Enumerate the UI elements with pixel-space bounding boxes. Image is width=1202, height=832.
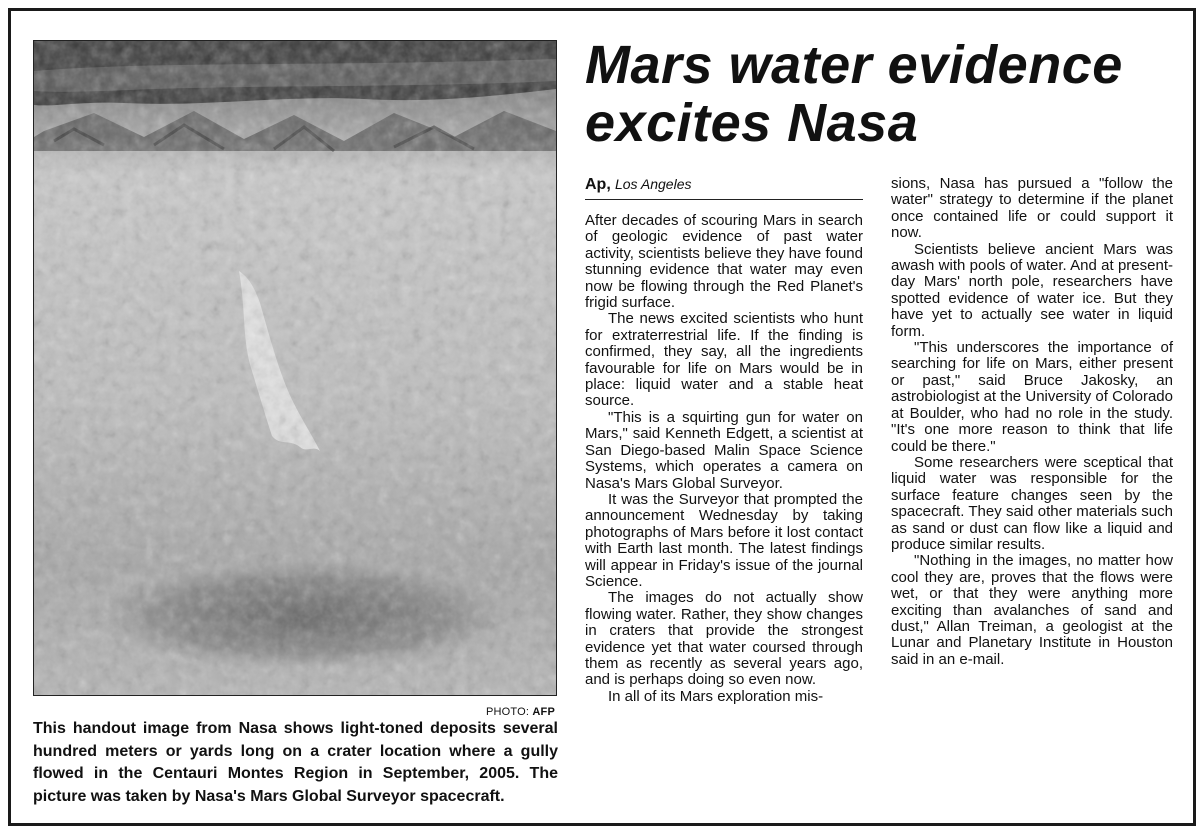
photo-caption: This handout image from Nasa shows light-toned deposits several hundred meters or yards long on a crater location where a gully flowed in the Centauri Montes Region in September, 2005. The picture was taken by Nasa's Mars Global Surveyor spacecraft. bbox=[33, 720, 558, 805]
paragraph: "Nothing in the images, no matter how cool they are, proves that the flows were wet, or that they were anything more exciting than avalanches of sand and dust," Allan Treiman, a geologist at the Lunar and Planetary Institute in Houston said in an e-mail. bbox=[891, 552, 1173, 668]
paragraph: After decades of scouring Mars in search of geologic evidence of past water activity, scientists believe they have found stunning evidence that water may even now be flowing through the Red Planet's frigid surface. bbox=[585, 212, 863, 312]
mars-crater-photo bbox=[33, 40, 557, 696]
headline-line-1: Mars water evidence bbox=[585, 35, 1123, 95]
paragraph: In all of its Mars exploration mis- bbox=[608, 687, 824, 705]
photo-credit bbox=[420, 706, 555, 718]
paragraph: "This is a squirting gun for water on Mars," said Kenneth Edgett, a scientist at San Diego-based Malin Space Science Systems, which operates a camera on Nasa's Mars Global Surveyor. bbox=[585, 408, 863, 492]
paragraph: Scientists believe ancient Mars was awash with pools of water. And at present-day Mars' north pole, researchers have spotted evidence of water ice. But they have yet to actually see water in liquid form. bbox=[891, 240, 1173, 340]
paragraph: The images do not actually show flowing water. Rather, they show changes in craters that provide the strongest evidence yet that water coursed through them as recently as several years ago, and is perhaps doing so even now. bbox=[585, 589, 863, 689]
paragraph: "This underscores the importance of searching for life on Mars, either present or past," said Bruce Jakosky, an astrobiologist at the University of Colorado at Boulder, who had no role in the study. "It's one more reason to think that life could be there." bbox=[891, 339, 1173, 455]
paragraph: sions, Nasa has pursued a "follow the water" strategy to determine if the planet once contained life or could support it now. bbox=[891, 175, 1173, 242]
article-column-1 bbox=[585, 213, 863, 705]
article-column-2 bbox=[891, 176, 1173, 668]
byline-agency: Ap, bbox=[585, 176, 611, 193]
headline bbox=[585, 36, 1185, 152]
paragraph: Some researchers were sceptical that liquid water was responsible for the surface feature changes seen by the spacecraft. They said other materials such as sand or dust can flow like a liquid and produce similar results. bbox=[891, 453, 1173, 553]
byline bbox=[585, 176, 863, 200]
byline-place: Los Angeles bbox=[614, 176, 692, 192]
photo-credit-source: AFP bbox=[532, 706, 555, 718]
photo-credit-prefix: PHOTO: bbox=[485, 706, 530, 718]
paragraph: It was the Surveyor that prompted the announcement Wednesday by taking photographs of Mars before it lost contact with Earth last month. The latest findings will appear in Friday's issue of the journal Science. bbox=[585, 490, 863, 590]
headline-line-2: excites Nasa bbox=[585, 93, 919, 153]
paragraph: The news excited scientists who hunt for extraterrestrial life. If the finding is confirmed, they say, all the ingredients favourable for life on Mars would be in place: liquid water and a stable heat source. bbox=[585, 310, 863, 410]
